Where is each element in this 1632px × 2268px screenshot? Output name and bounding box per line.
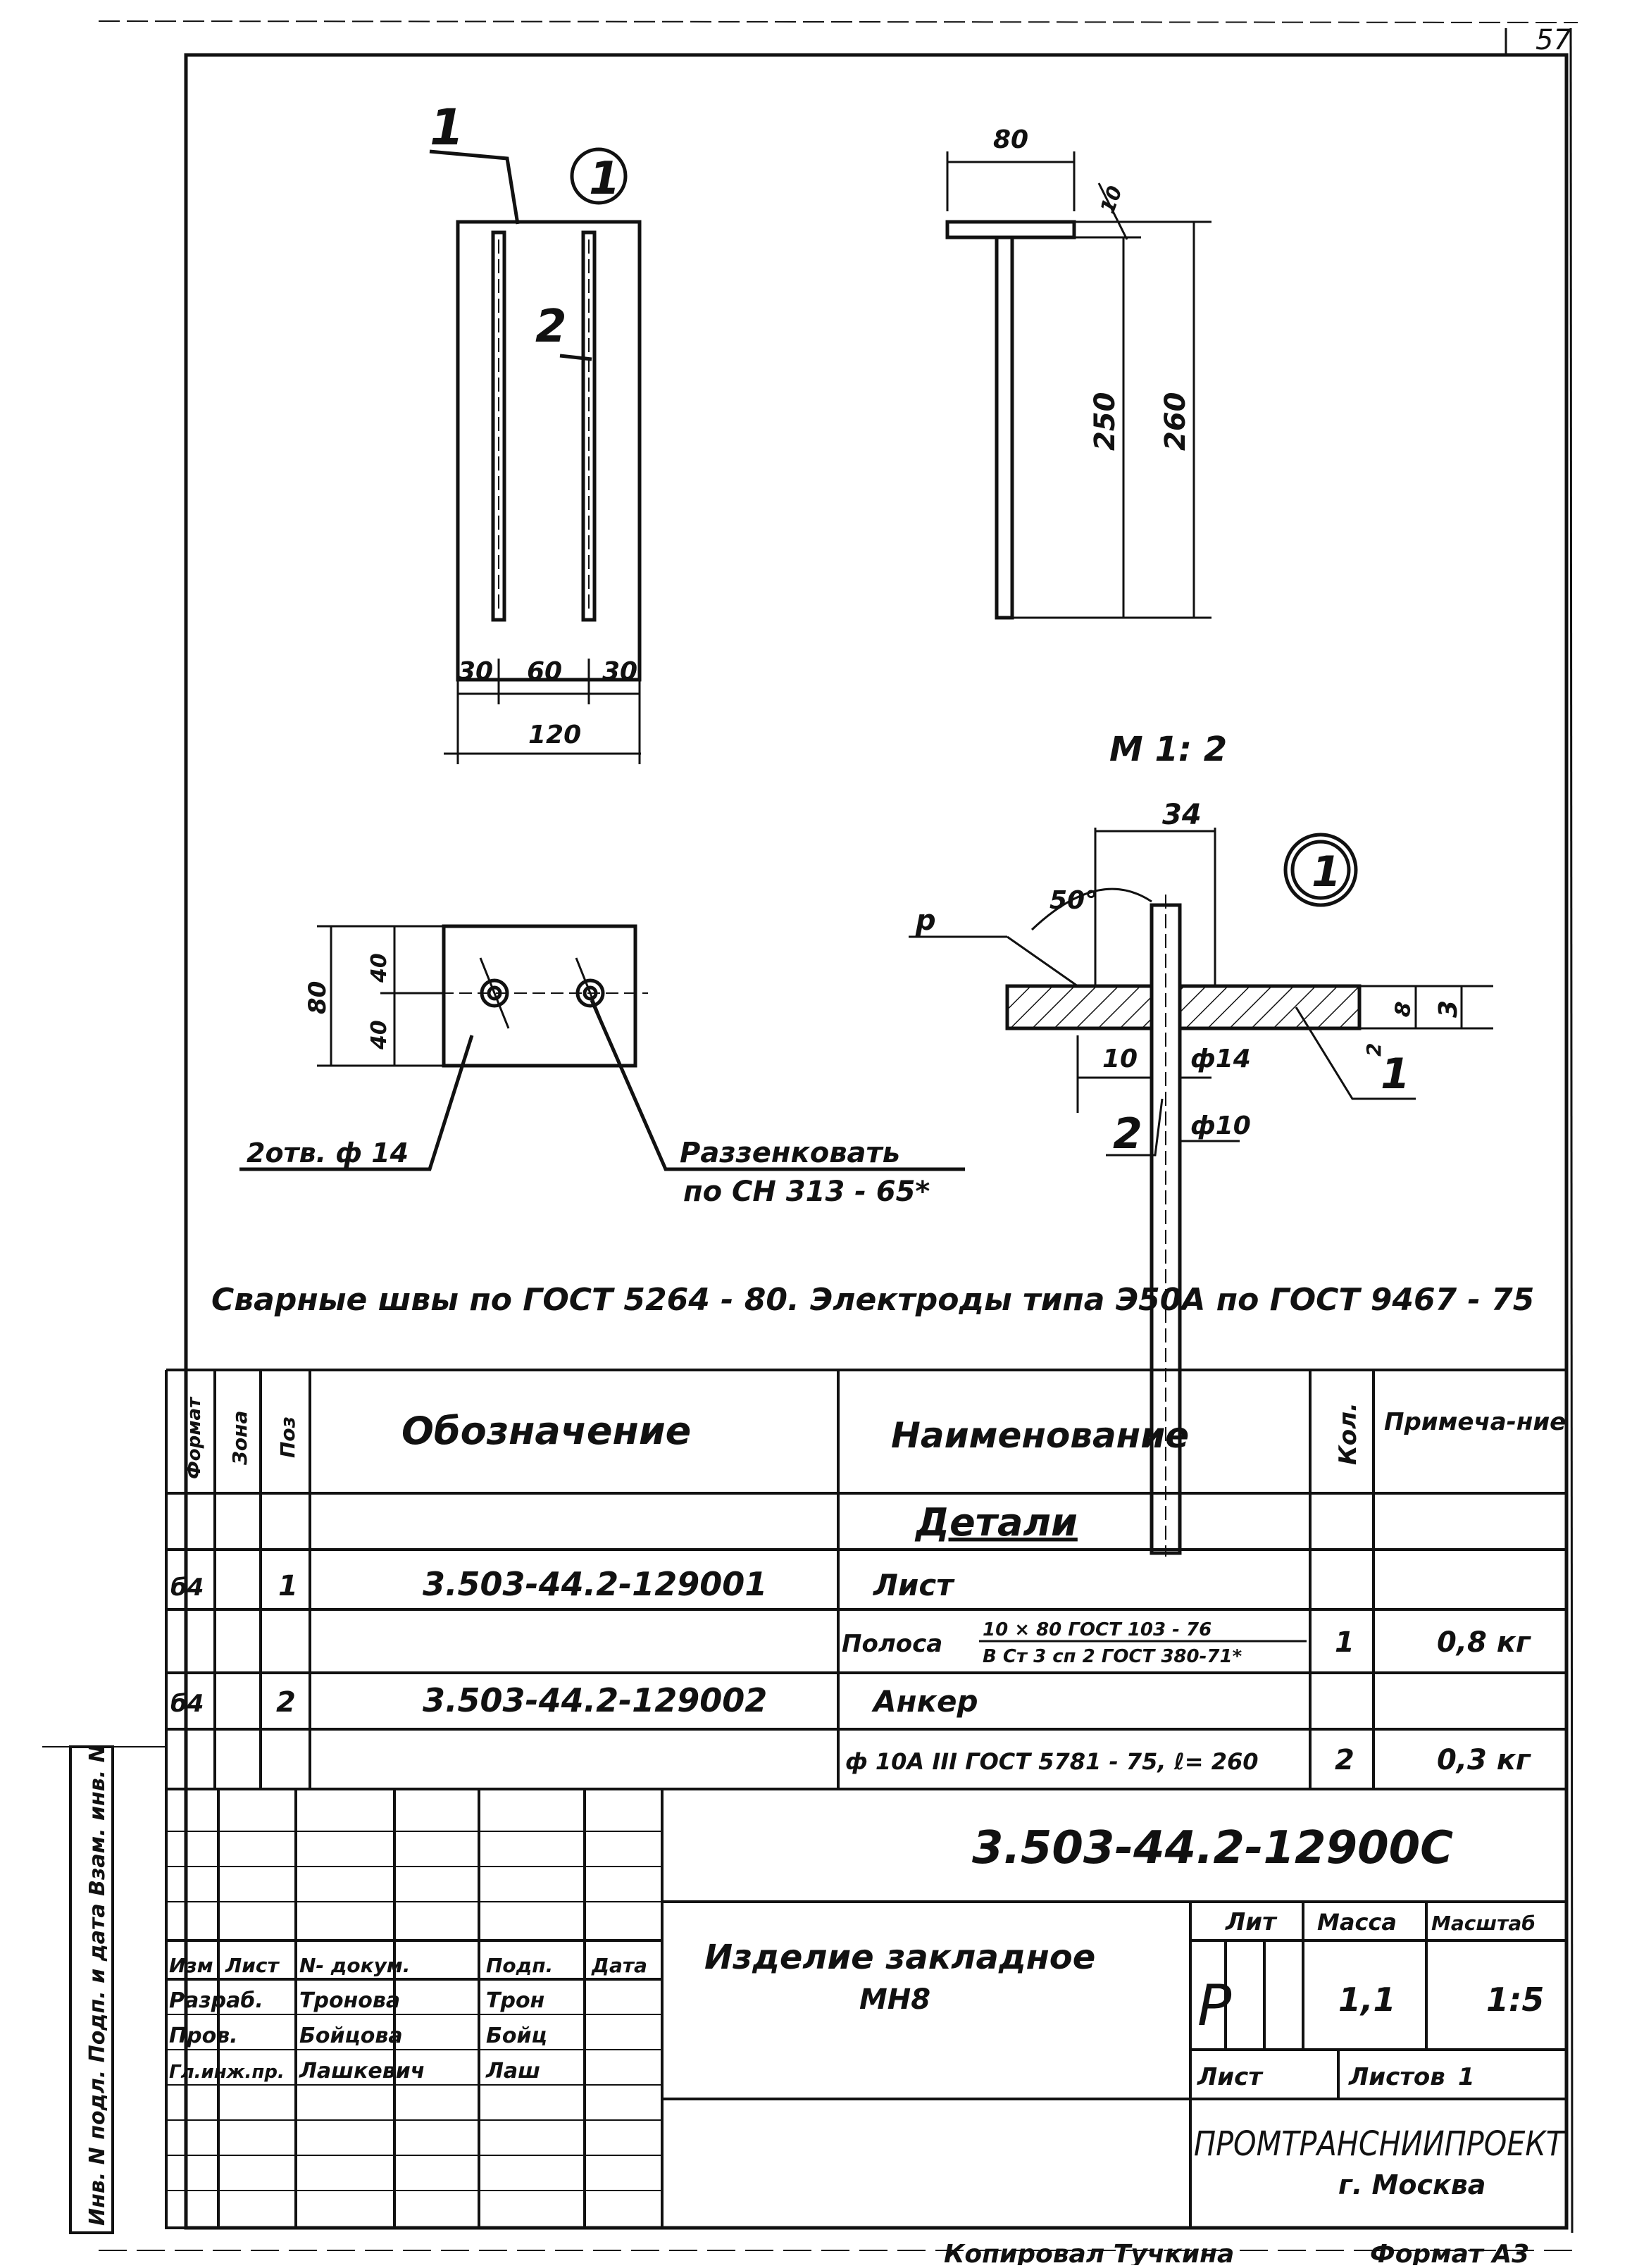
page-number: 57 [1536,24,1571,56]
view2-dim-outer: 260 [1159,392,1192,451]
view2-dim-thickness: 10 [1095,182,1127,217]
spec-row1-format: б4 [170,1574,204,1602]
spec-row3-name: Анкер [873,1684,978,1719]
tb-sheet-label: Лист [1197,2063,1262,2091]
detail-dim-10: 10 [1102,1045,1138,1073]
tb-sign-checker: Бойц [486,2024,547,2048]
tb-header-izm: Изм [169,1954,213,1977]
copied-by: Копировал Тучкина [944,2240,1235,2265]
view1-dim-total: 120 [528,721,582,749]
tb-sign-developer: Трон [486,1988,545,2013]
tb-mass-value: 1,1 [1338,1981,1396,2019]
spec-row3-designation: 3.503-44.2-129002 [423,1681,768,1719]
title-doc-number: 3.503-44.2-12900С [972,1822,1454,1874]
spec-row2-qty: 1 [1335,1626,1354,1659]
view3-holes-label: 2отв. ф 14 [247,1138,409,1169]
spec-row1-designation: 3.503-44.2-129001 [423,1565,768,1603]
tb-name-checker: Бойцова [299,2024,403,2048]
detail-dim-2: 2 [1362,1042,1385,1057]
tb-scale-label: Масштаб [1431,1912,1536,1935]
view1-dim-left: 30 [458,657,494,686]
view1-pos2: 2 [535,301,567,353]
view3-countersink-line1: Раззенковать [680,1137,900,1169]
tb-lit-value: Р [1197,1973,1232,2038]
view2-dim-inner: 250 [1089,392,1121,451]
tb-scale-value: 1:5 [1486,1981,1545,2019]
tb-lit-label: Лит [1226,1908,1276,1936]
view1-pos1: 1 [430,99,464,156]
spec-row4-note: 0,3 кг [1437,1744,1531,1776]
title-product-line1: Изделие закладное [704,1938,1096,1977]
spec-row3-pos: 2 [276,1686,296,1719]
scale-label: М 1: 2 [1109,730,1228,769]
tb-mass-label: Масса [1317,1909,1397,1936]
detail-dim-3: 3 [1434,999,1463,1018]
detail-callout: 1 [1312,847,1341,897]
tb-org-name: ПРОМТРАНСНИИПРОЕКТ [1194,2124,1566,2164]
spec-header-name: Наименование [891,1415,1190,1456]
tb-header-doc: N- докум. [299,1954,411,1977]
view2-dim-width: 80 [993,125,1029,154]
spec-row4-name: ф 10А III ГОСТ 5781 - 75, ℓ= 260 [845,1748,1259,1775]
detail-phi14: ф14 [1190,1045,1251,1073]
spec-row2-name-prefix: Полоса [842,1630,943,1658]
spec-row2-note: 0,8 кг [1437,1626,1531,1659]
tb-sign-chief: Лаш [486,2059,541,2083]
tb-header-list: Лист [225,1954,279,1977]
spec-header-designation: Обозначение [401,1409,692,1453]
detail-pos1: 1 [1381,1049,1410,1099]
spec-header-pos: Поз [276,1416,299,1458]
welding-note: Сварные швы по ГОСТ 5264 - 80. Электроды типа Э50А по ГОСТ 9467 - 75 [211,1282,1535,1318]
side-stamp: Инв. N подл. Подп. и дата Взам. инв. N [85,1745,110,2226]
detail-dim-width: 34 [1162,799,1202,831]
format-label: Формат А3 [1370,2240,1530,2265]
tb-header-sign: Подп. [486,1954,554,1977]
spec-row3-format: б4 [170,1690,204,1718]
tb-name-chief: Лашкевич [299,2059,425,2083]
tb-sheets-label: Листов [1349,2063,1445,2091]
view-side [947,151,1211,618]
tb-header-date: Дата [592,1954,647,1977]
tb-org-city: г. Москва [1338,2169,1486,2200]
spec-section-label: Детали [916,1500,1078,1545]
tb-role-checker: Пров. [169,2024,238,2048]
view1-dim-mid: 60 [527,657,563,686]
view3-dim-bottom: 40 [367,1020,392,1049]
tb-name-developer: Тронова [299,1988,401,2013]
spec-header-zone: Зона [228,1410,251,1465]
spec-header-qty: Кол. [1334,1402,1362,1465]
spec-row2-name-num: 10 × 80 ГОСТ 103 - 76 [983,1619,1212,1640]
detail-dim-8: 8 [1390,999,1417,1019]
detail-weld-mark: р [916,904,936,937]
detail-angle: 50° [1049,886,1098,915]
tb-role-chief: Гл.инж.пр. [169,2062,285,2083]
tb-role-developer: Разраб. [169,1988,263,2013]
view1-dim-right: 30 [602,657,638,686]
title-product-line2: МН8 [859,1983,931,2016]
view1-callout: 1 [589,153,621,205]
spec-header-format: Формат [184,1397,205,1479]
tb-sheets-value: 1 [1458,2063,1475,2091]
view3-countersink-line2: по СН 313 - 65* [683,1176,930,1208]
view3-dim-top: 40 [367,953,392,983]
view-plan [239,926,965,1169]
spec-row1-pos: 1 [278,1570,298,1602]
detail-phi10: ф10 [1190,1111,1251,1140]
view3-dim-outer: 80 [304,980,332,1014]
spec-row4-qty: 2 [1335,1744,1354,1776]
detail-pos2: 2 [1113,1109,1142,1159]
spec-row2-name-den: В Ст 3 сп 2 ГОСТ 380-71* [983,1646,1242,1667]
spec-header-note: Примеча-ние [1384,1408,1566,1436]
spec-row1-name: Лист [873,1568,954,1602]
